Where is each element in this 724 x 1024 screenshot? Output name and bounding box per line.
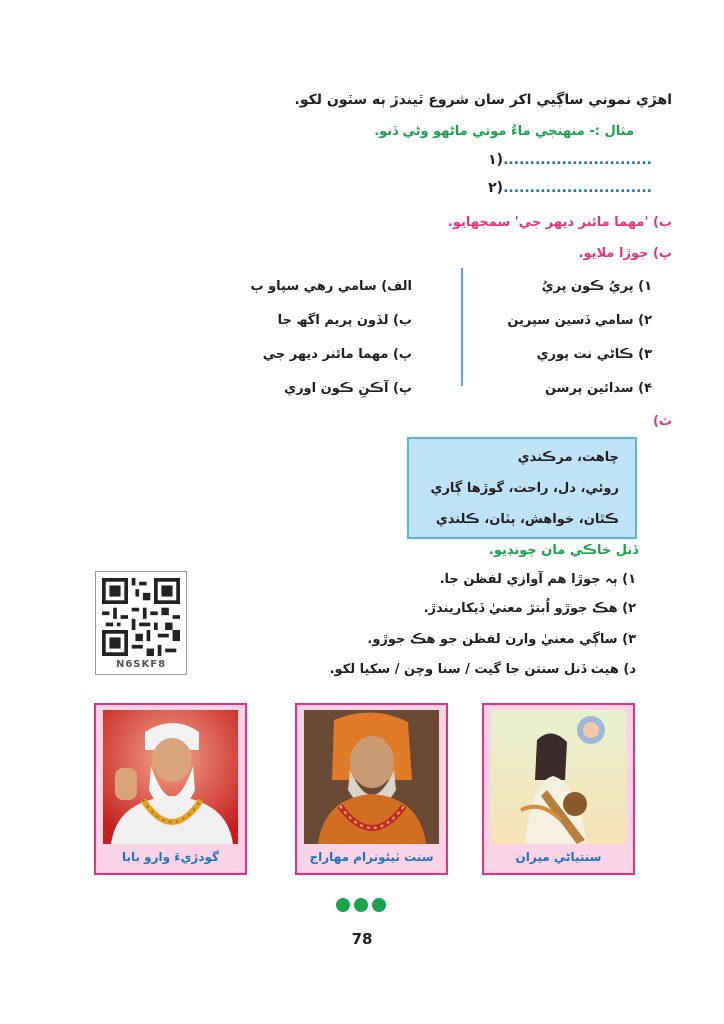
saint-card-godriwaro [94,703,247,875]
section-t-subtitle: ڏنل خاڪي مان چونڊيو. [488,543,638,558]
blank-line-2 [488,180,662,196]
task-item-2: ٢) هڪ جوڙو اُبتڙ معنيٰ ڏيکاريندڙ. [423,601,636,616]
match-column-right [507,277,652,413]
section-kh-title: ب) 'مهما مائنر ديھر جي' سمجھايو. [447,215,672,230]
word-box [407,437,637,539]
instruction-text: اهڙي نموني ساڳيي اکر سان شروع ٿيندڙ ٻه سٽون لکو. [294,92,672,108]
match-item: ٢) سامي ڏسين سپرين [507,313,652,328]
saint-portrait-godriwaro [103,710,238,844]
match-item: پ) آڪنِ ڪون اوري [284,381,412,396]
word-line: روئي، دل، راحت، گوڙها ڳاري [430,481,619,496]
saint-card-teoonram [295,703,448,875]
column-divider [461,268,463,386]
qr-code[interactable] [95,571,187,675]
section-p-title: پ) جوڙا ملايو. [578,246,672,261]
word-line: چاهت، مرڪندي [517,450,619,465]
task-item-1: ١) ٻہ جوڙا هم آوازي لفظن جا. [439,572,636,587]
qr-caption: N6SKF8 [115,659,167,670]
page-number: 78 [351,930,373,948]
match-item: ١) پريُ ڪون پريُ [541,279,652,294]
blank-dots: ............................ [503,152,652,168]
word-line: ڪٿان، خواهش، ٻٽان، ڪلندي [435,512,619,527]
match-item: پ) مهما مائنر ديھر جي [262,347,412,362]
blank-dots: ............................ [503,180,652,196]
task-item-3: ٣) ساڳي معنيٰ وارن لفظن جو هڪ جوڙو. [367,632,636,647]
match-item: ب) لڏون پريم اگھ جا [277,313,412,328]
decorative-dots [336,897,390,916]
blank-number: ١) [488,152,504,168]
saint-card-meera [482,703,635,875]
match-item: ٣) ڪاڻي نت پوري [536,347,652,362]
qr-code-icon [102,578,180,656]
example-text: مثال :- منهنجي ماءُ موتي ماڻهو وڻي ڏنو. [374,124,634,139]
match-item: الف) سامي رهي سپاو ٻ [250,279,412,294]
blank-line-1 [488,152,662,168]
saint-name: سنتياڻي ميران [515,850,602,864]
saint-portrait-meera [491,710,626,844]
match-column-left [251,277,413,413]
saint-name: گودڙيءَ وارو بابا [121,850,220,864]
saint-name: سنت ٽيئونرام مهاراج [309,850,434,864]
blank-number: ٢) [488,180,504,196]
match-item: ۴) سدائين پرسن [544,381,652,396]
saint-portrait-teoonram [304,710,439,844]
section-t-label: ٿ) [652,414,672,429]
task-item-4: د) هيٺ ڏنل سنتن جا گيت / سنا وچن / سکيا لکو. [329,662,636,677]
